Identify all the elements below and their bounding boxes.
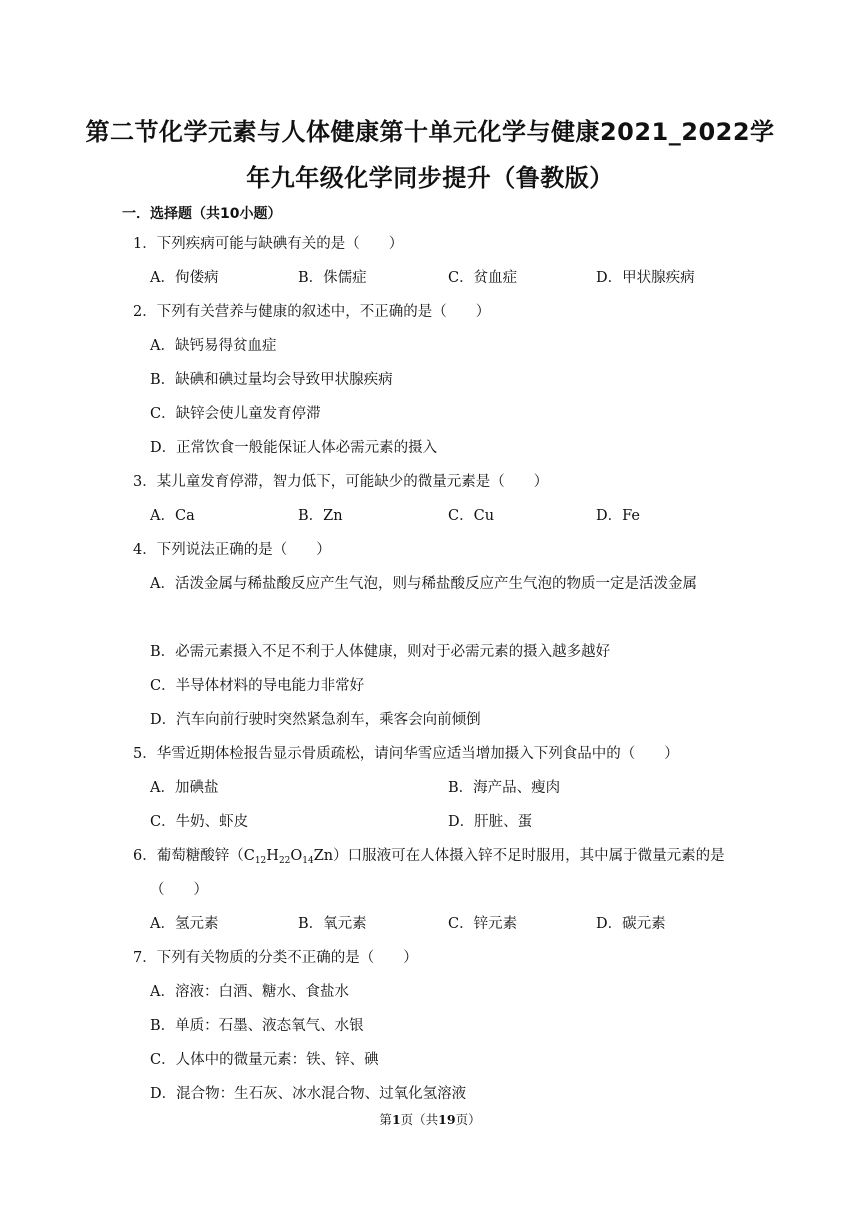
question-7-option-c: C．人体中的微量元素：铁、锌、碘 — [150, 1052, 379, 1068]
question-6-option-c: C．锌元素 — [448, 916, 518, 932]
question-6-option-b: B．氧元素 — [298, 916, 367, 932]
question-4-option-d: D．汽车向前行驶时突然紧急刹车，乘客会向前倾倒 — [150, 712, 481, 728]
page-number: 1 — [391, 1112, 401, 1127]
question-7-option-a: A．溶液：白酒、糖水、食盐水 — [150, 984, 349, 1000]
total-pages: 19 — [438, 1112, 456, 1127]
question-6-option-d: D．碳元素 — [596, 916, 666, 932]
question-2-option-d: D．正常饮食一般能保证人体必需元素的摄入 — [150, 440, 438, 456]
question-5-option-c: C．牛奶、虾皮 — [150, 814, 249, 830]
question-7-stem: 7．下列有关物质的分类不正确的是（ ） — [133, 950, 418, 966]
question-5-option-b: B．海产品、瘦肉 — [448, 780, 561, 796]
question-1-option-c: C．贫血症 — [448, 270, 518, 286]
question-6-option-a: A．氢元素 — [150, 916, 219, 932]
question-3-option-a: A．Ca — [150, 508, 195, 524]
question-3-option-d: D．Fe — [596, 508, 640, 524]
question-1-option-d: D．甲状腺疾病 — [596, 270, 695, 286]
question-1-stem: 1．下列疾病可能与缺碘有关的是（ ） — [133, 236, 404, 252]
question-7-option-d: D．混合物：生石灰、冰水混合物、过氧化氢溶液 — [150, 1086, 467, 1102]
question-1-option-a: A．佝偻病 — [150, 270, 219, 286]
question-2-option-b: B．缺碘和碘过量均会导致甲状腺疾病 — [150, 372, 393, 388]
question-5-option-a: A．加碘盐 — [150, 780, 219, 796]
question-5-option-d: D．肝脏、蛋 — [448, 814, 533, 830]
question-6-stem: 6．葡萄糖酸锌$(C_{12}H_{22}O_{14}Zn)$口服液可在人体摄入锌不足时服用，其中属于微量元素的是 — [133, 848, 725, 866]
question-7-option-b: B．单质：石墨、液态氧气、水银 — [150, 1018, 364, 1034]
question-3-option-c: C．Cu — [448, 508, 495, 524]
question-3-stem: 3．某儿童发育停滞，智力低下，可能缺少的微量元素是（ ） — [133, 474, 549, 490]
question-4-stem: 4．下列说法正确的是（ ） — [133, 542, 331, 558]
section-header: 一．选择题（共10小题） — [122, 206, 282, 222]
page-footer: 第1页（共19页） — [379, 1112, 481, 1127]
question-2-option-a: A．缺钙易得贫血症 — [150, 338, 277, 354]
question-6-stem-continuation: （ ） — [150, 882, 208, 898]
question-1-option-b: B．侏儒症 — [298, 270, 367, 286]
question-2-stem: 2．下列有关营养与健康的叙述中，不正确的是（ ） — [133, 304, 491, 320]
question-4-option-c: C．半导体材料的导电能力非常好 — [150, 678, 365, 694]
question-2-option-c: C．缺锌会使儿童发育停滞 — [150, 406, 321, 422]
question-3-option-b: B．Zn — [298, 508, 343, 524]
document-title-line-2: 年九年级化学同步提升（鲁教版） — [246, 164, 614, 192]
question-4-option-a: A．活泼金属与稀盐酸反应产生气泡，则与稀盐酸反应产生气泡的物质一定是活泼金属 — [150, 576, 697, 592]
question-5-stem: 5．华雪近期体检报告显示骨质疏松，请问华雪应适当增加摄入下列食品中的（ ） — [133, 746, 679, 762]
question-4-option-b: B．必需元素摄入不足不利于人体健康，则对于必需元素的摄入越多越好 — [150, 644, 611, 660]
document-title-line-1: 第二节化学元素与人体健康第十单元化学与健康2021_2022学 — [85, 118, 775, 146]
